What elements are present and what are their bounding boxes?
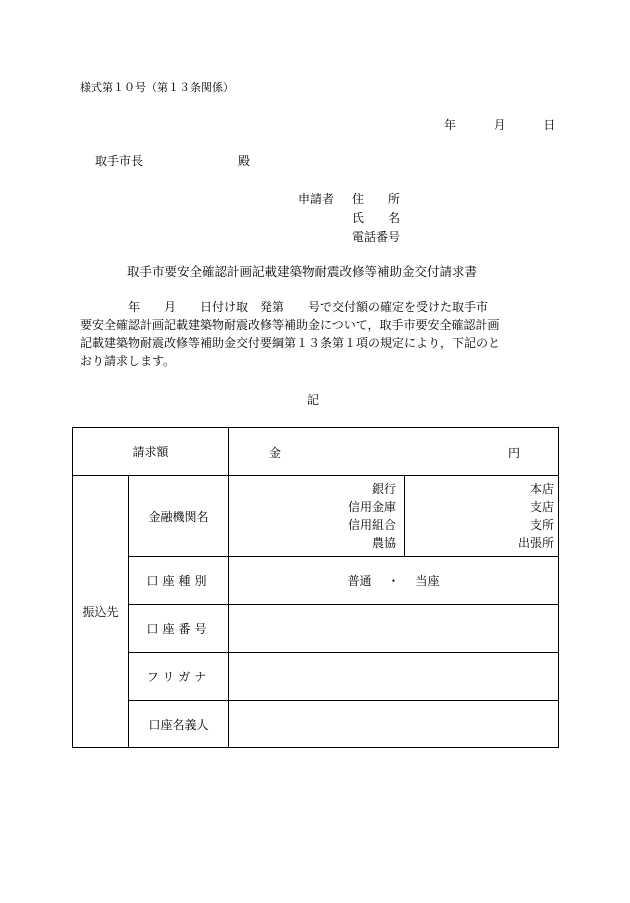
document-title: 取手市要安全確認計画記載建築物耐震改修等補助金交付請求書 xyxy=(127,264,478,279)
bank-type-nokyo: 農協 xyxy=(372,536,397,550)
addressee-honorific: 殿 xyxy=(238,154,251,168)
body-line-2: 要安全確認計画記載建築物耐震改修等補助金について，取手市要安全確認計画 xyxy=(80,318,500,332)
applicant-phone-label: 電話番号 xyxy=(352,230,401,244)
account-number-label-cell xyxy=(129,605,229,653)
date-line xyxy=(444,117,555,133)
date-month-label: 月 xyxy=(493,118,506,132)
request-table xyxy=(72,427,559,748)
applicant-name-label: 氏 名 xyxy=(352,211,401,225)
amount-field[interactable] xyxy=(229,428,559,476)
account-type-label: 口座種別 xyxy=(146,574,211,588)
furigana-label: フリガナ xyxy=(146,670,211,684)
account-type-ordinary[interactable]: 普通 xyxy=(347,574,372,588)
furigana-label-cell xyxy=(129,653,229,701)
body-line-1: 年 月 日付け取 発第 号で交付額の確定を受けた取手市 xyxy=(80,300,489,314)
bank-type-shinkin: 信用金庫 xyxy=(348,500,397,514)
amount-label-cell xyxy=(73,428,229,476)
bank-type-bank: 銀行 xyxy=(372,482,397,496)
form-number: 様式第１０号（第１３条関係） xyxy=(80,81,234,94)
account-type-current[interactable]: 当座 xyxy=(415,574,440,588)
date-day-label: 日 xyxy=(543,118,556,132)
bank-field[interactable] xyxy=(229,476,559,557)
addressee-name: 取手市長 xyxy=(95,154,144,168)
amount-label: 請求額 xyxy=(132,445,169,459)
amount-prefix: 金 xyxy=(269,446,282,460)
applicant-address-label: 住 所 xyxy=(352,192,401,206)
body-line-4: おり請求します。 xyxy=(80,354,176,368)
amount-unit: 円 xyxy=(508,446,521,460)
ki-heading: 記 xyxy=(307,393,320,407)
branch-type-list xyxy=(405,476,558,556)
body-line-3: 記載建築物耐震改修等補助金交付要綱第１３条第１項の規定により，下記のと xyxy=(80,336,501,350)
date-year-label: 年 xyxy=(444,118,457,132)
branch-type-sub-office: 出張所 xyxy=(518,536,555,550)
transfer-label-cell xyxy=(73,476,129,748)
account-holder-label: 口座名義人 xyxy=(148,717,209,732)
bank-type-shinkumi: 信用組合 xyxy=(348,518,397,532)
transfer-label: 振込先 xyxy=(82,605,119,619)
account-holder-label-cell xyxy=(129,701,229,748)
branch-type-main: 本店 xyxy=(530,482,555,496)
body-text xyxy=(80,298,555,370)
branch-type-office: 支所 xyxy=(530,518,555,532)
bank-label: 金融機関名 xyxy=(148,509,209,524)
branch-type-branch: 支店 xyxy=(530,500,555,514)
applicant-block xyxy=(298,190,400,247)
addressee xyxy=(95,153,250,169)
account-type-label-cell xyxy=(129,557,229,605)
bank-label-cell xyxy=(129,476,229,557)
account-type-separator: ・ xyxy=(387,574,400,588)
account-number-field[interactable] xyxy=(229,605,559,653)
account-holder-field[interactable] xyxy=(229,701,559,748)
account-type-field[interactable] xyxy=(229,557,559,605)
applicant-title: 申請者 xyxy=(298,192,335,206)
account-number-label: 口座番号 xyxy=(146,622,211,636)
furigana-field[interactable] xyxy=(229,653,559,701)
bank-type-list xyxy=(229,476,405,556)
